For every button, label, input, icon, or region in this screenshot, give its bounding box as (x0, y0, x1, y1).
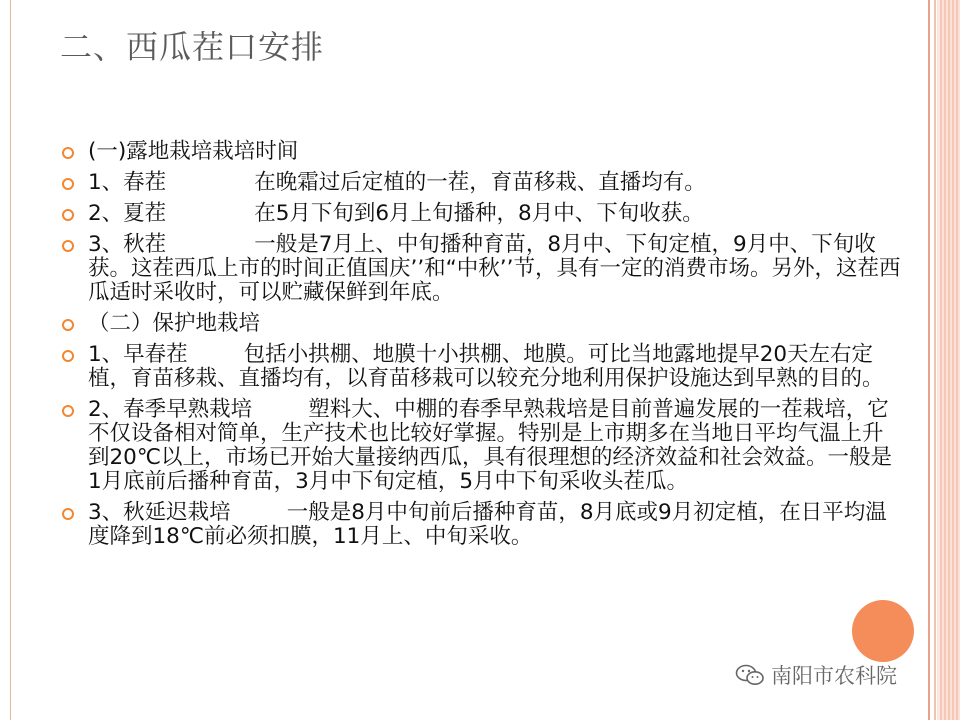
circle-bullet-icon (62, 147, 74, 159)
bullet-text: (一)露地栽培栽培时间 (88, 139, 299, 164)
watermark (735, 660, 897, 690)
bullet-text: 在晚霜过后定植的一茬，育苗移栽、直播均有。 (254, 170, 706, 195)
bullet-label: 3、秋延迟栽培 (88, 500, 231, 525)
wechat-icon (735, 663, 765, 687)
circle-bullet-icon (62, 350, 74, 362)
circle-bullet-icon (62, 405, 74, 417)
bullet-list (62, 140, 902, 556)
bullet-text: 一般是7月上、中旬播种育苗，8月中、下旬定植，9月中、下旬收获。这茬西瓜上市的时间正值国庆’’和“中秋’’节，具有一定的消费市场。另外，这茬西瓜适时采收时，可以贮藏保鲜到年底。 (88, 232, 901, 305)
bullet-item (62, 202, 902, 226)
bullet-item (62, 501, 902, 549)
bullet-item (62, 171, 902, 195)
left-border (10, 0, 11, 720)
circle-bullet-icon (62, 209, 74, 221)
bullet-label: 2、夏茬 (88, 201, 167, 226)
bullet-text: 一般是8月中旬前后播种育苗，8月底或9月初定植，在日平均温度降到18℃前必须扣膜，11月上、中旬采收。 (88, 500, 887, 549)
accent-circle (852, 600, 914, 662)
stripe-decoration (940, 0, 960, 720)
bullet-item (62, 343, 902, 391)
bullet-item (62, 140, 902, 164)
slide-title: 二、西瓜茬口安排 (60, 28, 325, 66)
bullet-text: 在5月下旬到6月上旬播种，8月中、下旬收获。 (254, 201, 704, 226)
bullet-label: 1、早春茬 (88, 342, 188, 367)
bullet-text: 包括小拱棚、地膜十小拱棚、地膜。可比当地露地提早20天左右定植，育苗移栽、直播均有，以育苗移栽可以较充分地利用保护设施达到早熟的目的。 (88, 342, 884, 391)
bullet-text: （二）保护地栽培 (88, 311, 261, 336)
circle-bullet-icon (62, 319, 74, 331)
circle-bullet-icon (62, 508, 74, 520)
circle-bullet-icon (62, 178, 74, 190)
bullet-item (62, 398, 902, 494)
bullet-label: 1、春茬 (88, 170, 167, 195)
watermark-text: 南阳市农科院 (771, 664, 897, 688)
bullet-item (62, 233, 902, 305)
bullet-item (62, 312, 902, 336)
bullet-label: 3、秋茬 (88, 232, 167, 257)
stripe-decoration (934, 0, 936, 720)
bullet-text: 塑料大、中棚的春季早熟栽培是目前普遍发展的一茬栽培，它不仅设备相对简单，生产技术也比较好掌握。特别是上市期多在当地日平均气温上升到20℃以上，市场已开始大量接纳西瓜，具有很理想的经济效益和社会效益。一般是1月底前后播种育苗，3月中下旬定植，5月中下旬采收头茬瓜。 (88, 397, 893, 494)
bullet-label: 2、春季早熟栽培 (88, 397, 253, 422)
circle-bullet-icon (62, 240, 74, 252)
stripe-decoration (928, 0, 930, 720)
